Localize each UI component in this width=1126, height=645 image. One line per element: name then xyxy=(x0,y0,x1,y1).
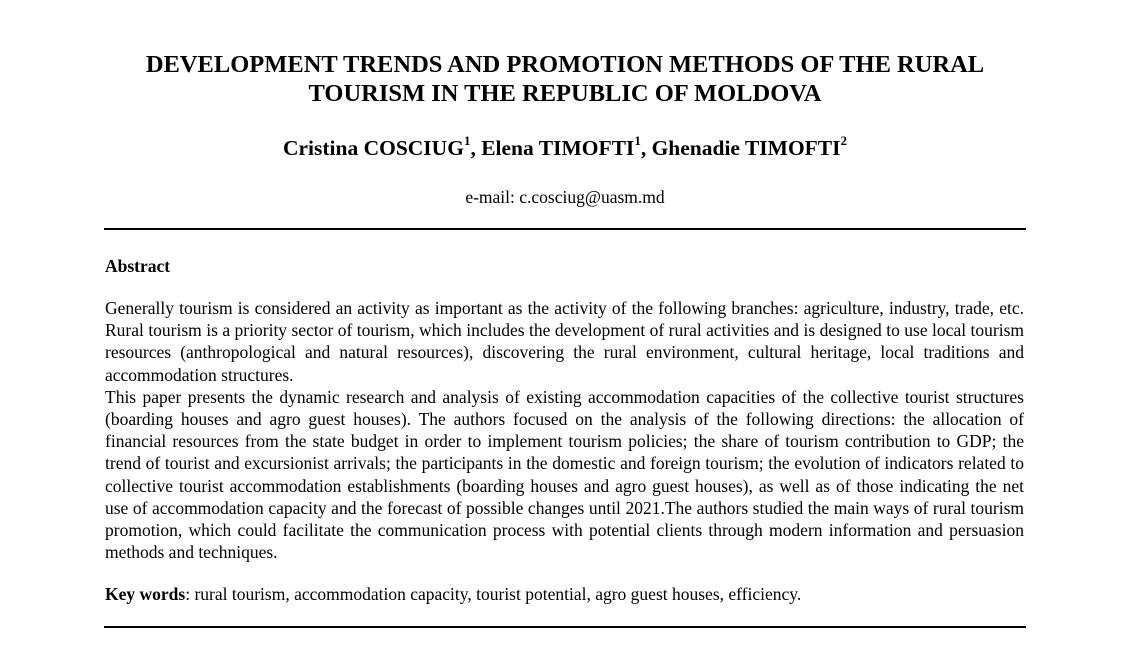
paper-title-line-1: DEVELOPMENT TRENDS AND PROMOTION METHODS OF THE RURAL xyxy=(145,51,985,78)
author-separator: , xyxy=(640,136,652,160)
author-list xyxy=(105,134,1025,162)
author-affiliation-marker: 1 xyxy=(463,132,471,148)
abstract-body xyxy=(105,297,1024,563)
author-affiliation-marker: 1 xyxy=(634,132,641,148)
keywords-line xyxy=(105,583,1024,605)
author-separator: , xyxy=(470,136,482,160)
keywords-label: Key words xyxy=(105,584,186,604)
header-divider xyxy=(104,228,1026,230)
author-affiliation-marker: 2 xyxy=(840,132,848,148)
footer-divider xyxy=(104,626,1026,628)
paper-title xyxy=(105,50,1025,108)
paper-title-line-2: TOURISM IN THE REPUBLIC OF MOLDOVA xyxy=(308,80,822,107)
author-name: Ghenadie TIMOFTI xyxy=(651,136,841,160)
author-name: Cristina COSCIUG xyxy=(282,136,464,160)
contact-email: e-mail: c.cosciug@uasm.md xyxy=(465,187,665,207)
abstract-heading: Abstract xyxy=(105,256,171,276)
keywords-text: : rural tourism, accommodation capacity, tourist potential, agro guest houses, efficiency. xyxy=(185,584,802,604)
author-name: Elena TIMOFTI xyxy=(481,136,635,160)
abstract-paragraph: Generally tourism is considered an activity as important as the activity of the following branches: agriculture, industry, trade, etc. Rural tourism is a priority sector of tourism, which includes the development of rural activities and is designed to use local tourism resources (anthropological and natural resources), discovering the rural environment, cultural heritage, local traditions and accommodation structures. xyxy=(105,298,1024,385)
abstract-paragraph: This paper presents the dynamic research and analysis of existing accommodation capacities of the collective tourist structures (boarding houses and agro guest houses). The authors focused on the analysis of the following directions: the allocation of financial resources from the state budget in order to implement tourism policies; the share of tourism contribution to GDP; the trend of tourist and excursionist arrivals; the participants in the domestic and foreign tourism; the evolution of indicators related to collective tourist accommodation establishments (boarding houses and agro guest houses), as well as of those indicating the net use of accommodation capacity and the forecast of possible changes until 2021.The authors studied the main ways of rural tourism promotion, which could facilitate the communication process with potential clients through modern information and persuasion methods and techniques. xyxy=(105,386,1024,563)
